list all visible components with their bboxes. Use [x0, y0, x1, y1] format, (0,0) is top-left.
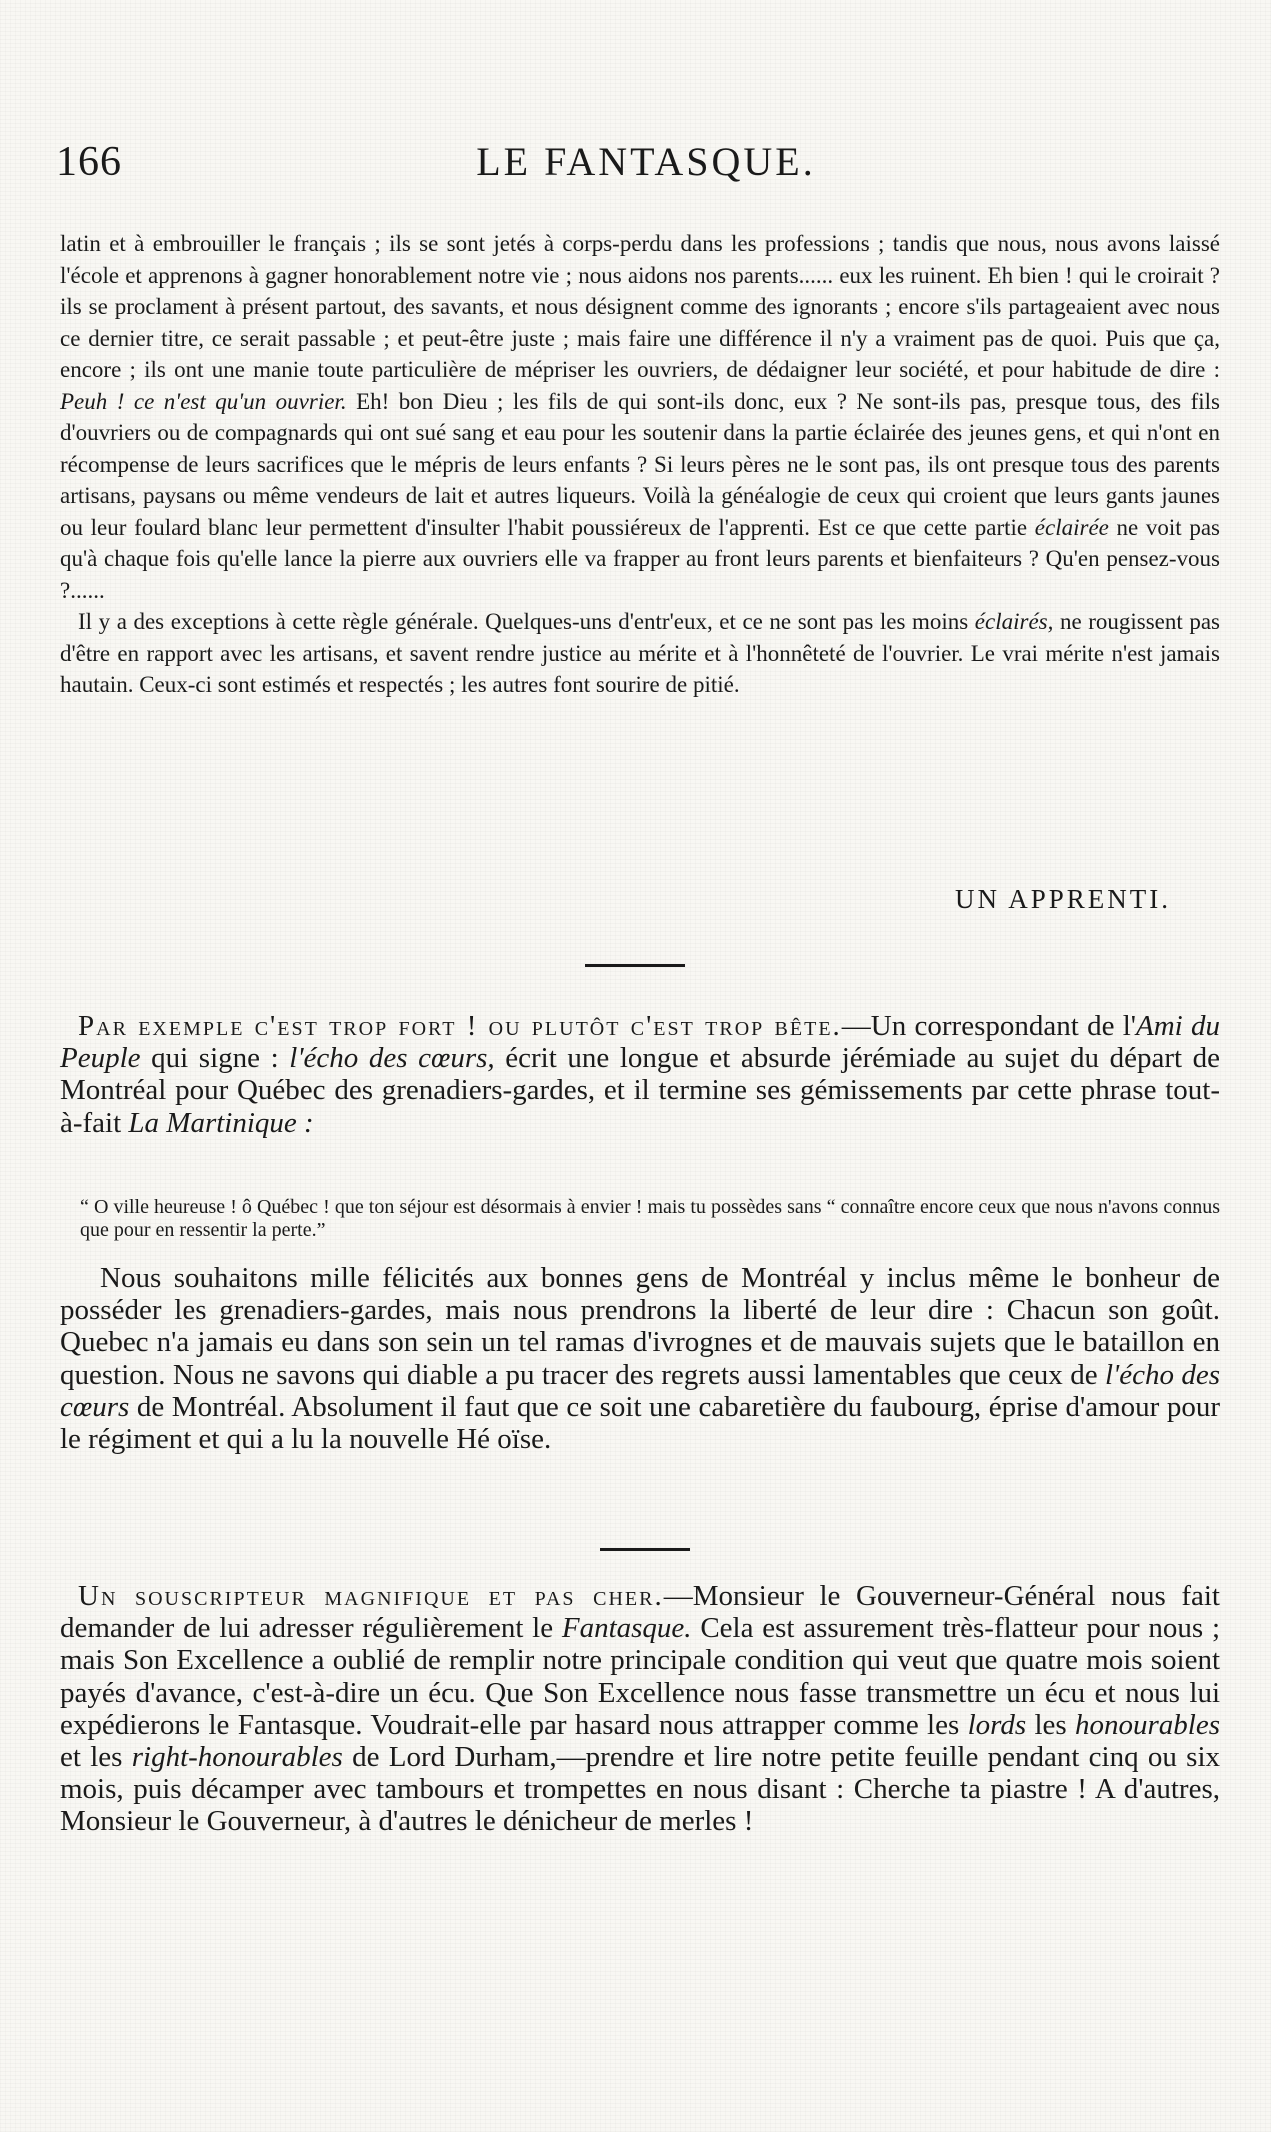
text-run: Nous souhaitons mille félicités aux bonnes gens de Montréal y inclus même le bonheur de posséder les grenadiers-gardes, mais nous prendrons la liberté de leur dire : Chacun son goût. Quebec n'a jamais eu dans son sein un tel ramas d'ivrognes et de mauvais sujets que le bataillon en question. Nous ne savons qui diable a pu tracer des regrets aussi lamentables que ceux de: [60, 1262, 1220, 1391]
text-run: de Lord Durham,—prendre et lire notre petite feuille pendant cinq ou six mois, puis décamper avec tambours et trompettes en nous disant : Cherche ta piastre ! A d'autres, Monsieur le Gouverneur, à d'autres le dénicheur de merles !: [60, 1741, 1221, 1838]
text-run: les: [1034, 1708, 1067, 1741]
article-grenadiers-reply: [60, 1262, 1220, 1455]
emphasis: l'écho des cœurs: [60, 1358, 1220, 1423]
text-run: Cela est assurement très-flatteur pour nous ; mais Son Excellence a oublié de remplir notre principale condition qui veut que quatre mois soient payés d'avance, c'est-à-dire un écu. Que Son Excellence nous fasse transmettre un écu et nous lui expédierons le Fantasque. Voudrait-elle par hasard nous attrapper comme les: [60, 1612, 1220, 1741]
text-run: latin et à embrouiller le français ; ils se sont jetés à corps-perdu dans les professions ; tandis que nous, nous avons laissé l'école et apprenons à gagner honorablement notre vie ; nous aidons nos parents...... eux les ruinent. Eh bien ! qui le croirait ? ils se proclament à présent partout, des savants, et nous désignent comme des ignorants ; encore s'ils partageaient avec nous ce dernier titre, ce serait passable ; et peut-être juste ; mais faire une différence il n'y a vraiment pas de quoi. Puis que ça, encore ; ils ont une manie toute particulière de mépriser les ouvriers, de dédaigner leur société, et pour habitude de dire :: [60, 231, 1220, 382]
emphasis: éclairés,: [974, 609, 1054, 634]
section-divider: [600, 1548, 690, 1551]
emphasis: honourables: [1075, 1708, 1221, 1741]
text-run: Eh! bon Dieu ; les fils de qui sont-ils donc, eux ? Ne sont-ils pas, presque tous, des fils d'ouvriers ou de compagnards qui ont sué sang et eau pour les soutenir dans la partie éclairée des jeunes gens, et qui n'ont en récompense de leurs sacrifices que le mépris de leurs enfants ? Si leurs pères ne le sont pas, ils ont presque tous des parents artisans, paysans ou même vendeurs de lait et autres liqueurs. Voilà la généalogie de ceux qui croient que leurs gants jaunes ou leur foulard blanc leur permettent d'insulter l'habit poussiéreux de l'apprenti. Est ce que cette partie: [60, 388, 1221, 540]
text-run: écrit une longue et absurde jérémiade au sujet du départ de Montréal pour Québec des grenadiers-gardes, et il termine ses gémissements par cette phrase tout-à-fait: [60, 1042, 1221, 1139]
paragraph: [60, 1262, 1220, 1455]
text-run: ne voit pas qu'à chaque fois qu'elle lance la pierre aux ouvriers elle va frapper au front leurs parents et bienfaiteurs ? Qu'en pensez-vous ?......: [60, 514, 1221, 603]
emphasis: right-honourables: [131, 1741, 343, 1774]
article-heading: Par exemple c'est trop fort ! ou plutôt c'est trop bête.: [78, 1010, 842, 1042]
page-number: 166: [56, 139, 122, 185]
quoted-phrase: Peuh ! ce n'est qu'un ouvrier.: [60, 388, 347, 414]
emphasis: lords: [967, 1708, 1027, 1741]
text-run: Il y a des exceptions à cette règle générale. Quelques-uns d'entr'eux, et ce ne sont pas les moins: [78, 609, 969, 634]
article-souscripteur: [60, 1580, 1220, 1838]
paragraph: [60, 228, 1220, 606]
text-run: ne rougissent pas d'être en rapport avec les artisans, et savent rendre justice au mérite et à l'honnêteté de l'ouvrier. Le vrai mérite n'est jamais hautain. Ceux-ci sont estimés et respectés ; les autres font sourire de pitié.: [60, 609, 1221, 697]
paragraph: [60, 606, 1220, 701]
article-heading: Un souscripteur magnifique et pas cher.: [78, 1580, 664, 1612]
text-run: de Montréal. Absolument il faut que ce soit une cabaretière du faubourg, éprise d'amour pour le régiment et qui a lu la nouvelle Hé oïse.: [60, 1390, 1221, 1456]
emphasis: éclairée: [1034, 514, 1109, 540]
text-run: —Un correspondant de l': [841, 1010, 1137, 1042]
journal-title: Ami du Peuple: [60, 1010, 1221, 1075]
paragraph: [60, 1010, 1220, 1139]
text-run: qui signe :: [151, 1042, 279, 1075]
paragraph: [60, 1580, 1220, 1838]
article-grenadiers: [60, 1010, 1220, 1139]
text-run: et les: [60, 1741, 123, 1774]
quotation: “ O ville heureuse ! ô Québec ! que ton séjour est désormais à envier ! mais tu possèdes sans “ connaître encore ceux que nous n'avons connus que pour en ressentir la perte.”: [80, 1196, 1220, 1241]
newspaper-title: Fantasque.: [561, 1612, 692, 1645]
page-header: [56, 138, 1236, 188]
emphasis: l'écho des cœurs,: [289, 1042, 495, 1075]
text-run: —Monsieur le Gouverneur-Général nous fait demander de lui adresser régulièrement le: [60, 1580, 1220, 1645]
signature: UN APPRENTI.: [954, 884, 1171, 914]
emphasis: La Martinique :: [128, 1106, 314, 1139]
article-apprenti: [60, 228, 1220, 701]
running-title: LE FANTASQUE.: [476, 139, 816, 184]
section-divider: [585, 964, 685, 967]
